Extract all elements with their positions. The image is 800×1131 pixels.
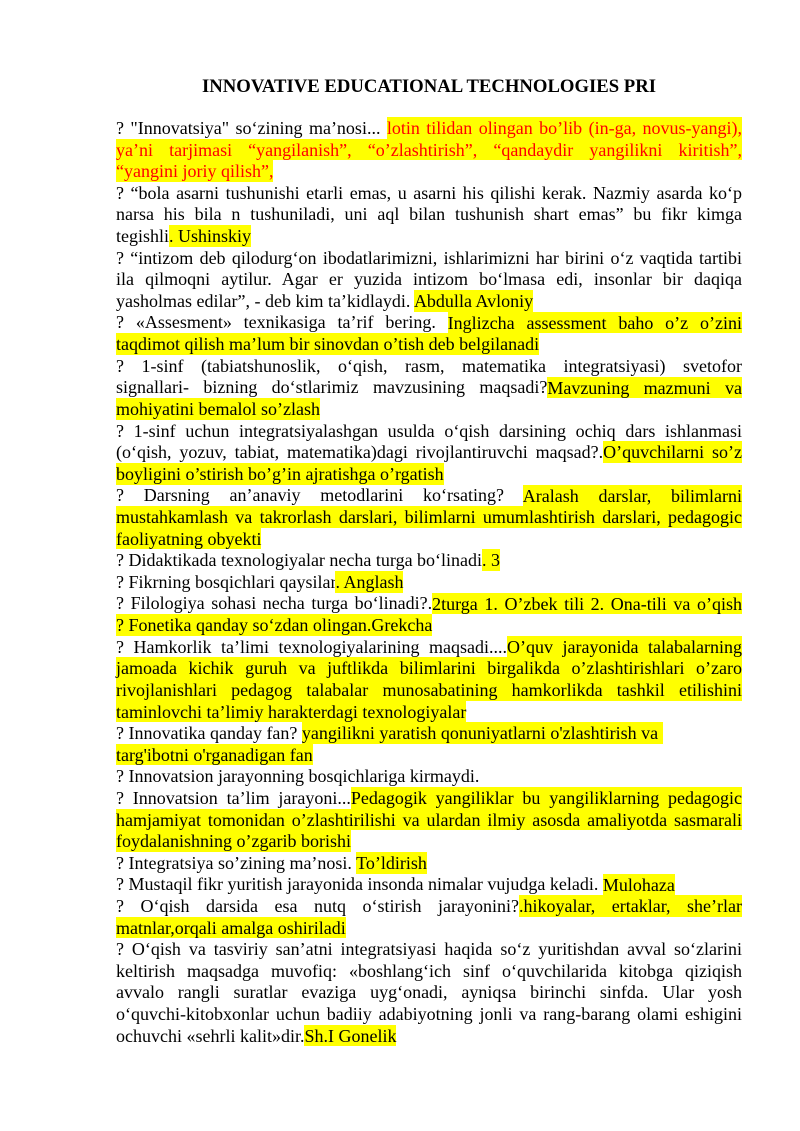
question-text: yasholmas edilar”, - deb kim ta’kidlaydi.	[116, 290, 414, 311]
question-paragraph	[116, 939, 742, 1047]
text-line	[116, 723, 742, 745]
question-paragraph	[116, 118, 742, 183]
answer-highlight: .hikoyalar, ertaklar, she’rlar	[519, 895, 742, 916]
question-paragraph	[116, 723, 742, 766]
text-line	[116, 615, 742, 637]
answer-highlight: O’quvchilarni so’z	[603, 442, 742, 463]
text-line	[116, 399, 742, 421]
answer-highlight: . 3	[482, 550, 501, 571]
question-paragraph	[116, 853, 742, 875]
question-paragraph	[116, 593, 742, 636]
text-line	[116, 1004, 742, 1026]
text-line	[116, 701, 742, 723]
answer-highlight: targ'ibotni o'rganadigan fan	[116, 744, 313, 765]
text-line	[116, 269, 742, 291]
answer-highlight-red: ya’ni tarjimasi “yangilanish”, “o’zlashtirish”, “qandaydir yangilikni kiritish”,	[116, 139, 742, 160]
text-line	[116, 421, 742, 443]
question-text: narsa his bila n tushuniladi, uni aql bilan tushunish shart emas” bu fikr kimga	[116, 204, 742, 225]
question-paragraph	[116, 788, 742, 853]
answer-highlight: . Ushinskiy	[169, 226, 252, 247]
question-paragraph	[116, 874, 742, 896]
question-text: ? Filologiya sohasi necha turga bo‘linadi?.	[116, 593, 433, 614]
answer-highlight: . Anglash	[335, 571, 404, 592]
text-line	[116, 853, 742, 875]
answer-highlight: matnlar,orqali amalga oshiriladi	[116, 917, 346, 938]
question-text: ? «Assesment» texnikasiga ta’rif bering.	[116, 312, 448, 333]
answer-highlight: Pedagogik yangiliklar bu yangiliklarning pedagogic	[350, 787, 742, 808]
question-text: keltirish maqsadga muvofiq: «boshlang‘ich sinf o‘quvchilarida kitobga qiziqish	[116, 960, 742, 981]
answer-highlight: To’ldirish	[356, 852, 427, 873]
text-line	[116, 140, 742, 162]
text-line	[116, 377, 742, 399]
question-paragraph	[116, 572, 742, 594]
question-text: ? “intizom deb qilodurg‘on ibodatlarimizni, ishlarimizni har birini o‘z vaqtida tartibi	[116, 247, 742, 268]
text-line	[116, 896, 742, 918]
question-text: ? Hamkorlik ta’limi texnologiyalarining maqsadi....	[116, 636, 508, 657]
answer-highlight: hamjamiyat tomonidan o’zlashtirilishi va ulardan ilmiy asosda amaliyotda sasmarali	[116, 809, 742, 830]
question-text: ? “bola asarni tushunishi etarli emas, u asarni his qilishi kerak. Nazmiy asarda ko‘p	[116, 182, 742, 203]
question-paragraph	[116, 312, 742, 355]
question-text: ? Fikrning bosqichlari qaysilar	[116, 571, 336, 592]
text-line	[116, 572, 742, 594]
text-line	[116, 334, 742, 356]
answer-highlight: Abdulla Avloniy	[413, 290, 534, 311]
question-paragraph	[116, 421, 742, 486]
question-paragraph	[116, 550, 742, 572]
answer-highlight-red: “yangini joriy qilish”,	[116, 161, 274, 182]
text-line	[116, 874, 742, 896]
text-line	[116, 118, 742, 140]
question-text: ? "Innovatsiya" so‘zining ma’nosi...	[116, 118, 387, 138]
answer-highlight: Mavzuning mazmuni va	[547, 377, 742, 398]
text-line	[116, 982, 742, 1004]
answer-highlight: ? Fonetika qanday so‘zdan olingan.Grekcha	[116, 615, 433, 636]
document-title: INNOVATIVE EDUCATIONAL TECHNOLOGIES PRI	[202, 76, 656, 97]
text-line	[116, 464, 742, 486]
question-text: ? Mustaqil fikr yuritish jarayonida insonda nimalar vujudga keladi.	[116, 874, 603, 895]
text-line	[116, 204, 742, 226]
answer-highlight: Sh.I Gonelik	[304, 1025, 397, 1046]
text-line	[116, 248, 742, 270]
answer-highlight: Inglizcha assessment baho o’z o’zini	[447, 312, 742, 333]
question-text: (o‘qish, yozuv, tabiat, matematika)dagi rivojlantiruvchi maqsad?.	[116, 442, 604, 463]
text-line	[116, 766, 742, 788]
answer-highlight: mustahkamlash va takrorlash darslari, bilimlarni umumlashtirish darslari, pedagogic	[116, 506, 742, 527]
question-paragraph	[116, 637, 742, 723]
text-line	[116, 312, 742, 334]
question-text: ? Didaktikada texnologiyalar necha turga bo‘linadi	[116, 550, 483, 571]
text-line	[116, 831, 742, 853]
text-line	[116, 529, 742, 551]
answer-highlight: O’quv jarayonida talabalarning	[507, 636, 742, 657]
question-paragraph	[116, 766, 742, 788]
question-paragraph	[116, 485, 742, 550]
text-line	[116, 507, 742, 529]
text-line	[116, 745, 742, 767]
text-line	[116, 961, 742, 983]
question-text: ila qilmoqni aytilur. Agar er yuzida intizom bo‘lmasa edi, insonlar bir daqiqa	[116, 269, 742, 290]
question-paragraph	[116, 356, 742, 421]
answer-highlight: yangilikni yaratish qonuniyatlarni o'zlashtirish va	[301, 723, 663, 744]
question-text: ? O‘qish darsida esa nutq o‘stirish jarayonini?	[116, 895, 519, 916]
question-text: avvalo rangli suratlar evaziga uyg‘onadi, ayniqsa birinchi sinfda. Ular yosh	[116, 982, 742, 1003]
question-text: ? Integratsiya so’zining ma’nosi.	[116, 852, 357, 873]
text-line	[116, 485, 742, 507]
question-paragraph	[116, 248, 742, 313]
question-text: ? 1-sinf (tabiatshunoslik, o‘qish, rasm, matematika integratsiyasi) svetofor	[116, 355, 742, 376]
question-text: ? Innovatsion ta’lim jarayoni...	[116, 787, 351, 808]
text-line	[116, 550, 742, 572]
text-line	[116, 939, 742, 961]
question-text: ? Innovatika qanday fan?	[116, 723, 302, 744]
text-line	[116, 161, 742, 183]
answer-highlight: taqdimot qilish ma’lum bir sinovdan o’tish deb belgilanadi	[116, 334, 540, 355]
text-line	[116, 658, 742, 680]
answer-highlight: boyligini o’stirish bo’g’in ajratishga o’rgatish	[116, 463, 444, 484]
answer-highlight: Aralash darslar, bilimlarni	[522, 485, 743, 506]
question-text: ochuvchi «sehrli kalit»dir.	[116, 1025, 305, 1046]
text-line	[116, 356, 742, 378]
answer-highlight: rivojlanishlari pedagog talabalar munosabatining hamkorlikda tashkil etilishini	[116, 679, 742, 700]
answer-highlight: foydalanishning o’zgarib borishi	[116, 831, 351, 852]
text-line	[116, 788, 742, 810]
document-body	[116, 118, 742, 1047]
question-text: ? O‘qish va tasviriy san’atni integratsiyasi haqida so‘z yuritishdan avval so‘zlarini	[116, 939, 742, 960]
question-text: signallari- bizning do‘stlarimiz mavzusining maqsadi?	[116, 377, 548, 398]
question-text: ? Darsning an’anaviy metodlarini ko‘rsating?	[116, 485, 523, 506]
answer-highlight-red: lotin tilidan olingan bo’lib (in-ga, novus-yangi),	[386, 118, 742, 138]
question-text: o‘quvchi-kitobxonlar uchun badiiy adabiyotning jonli va rang-barang olami eshigini	[116, 1003, 742, 1024]
text-line	[116, 810, 742, 832]
answer-highlight: 2turga 1. O’zbek tili 2. Ona-tili va o’qish	[432, 593, 742, 614]
answer-highlight: Mulohaza	[602, 874, 675, 895]
answer-highlight: taminlovchi ta’limiy harakterdagi texnologiyalar	[116, 701, 467, 722]
text-line	[116, 593, 742, 615]
answer-highlight: mohiyatini bemalol so’zlash	[116, 398, 320, 419]
question-paragraph	[116, 896, 742, 939]
answer-highlight: jamoada kichik guruh va juftlikda bilimlarini birgalikda o’zlashtirishlari o’zaro	[116, 658, 742, 679]
question-text: ? 1-sinf uchun integratsiyalashgan usulda o‘qish darsining ochiq dars ishlanmasi	[116, 420, 742, 441]
text-line	[116, 680, 742, 702]
question-paragraph	[116, 183, 742, 248]
text-line	[116, 226, 742, 248]
text-line	[116, 1026, 742, 1048]
question-text: tegishli	[116, 226, 169, 247]
question-text: ? Innovatsion jarayonning bosqichlariga kirmaydi.	[116, 766, 480, 787]
text-line	[116, 918, 742, 940]
text-line	[116, 291, 742, 313]
answer-highlight: faoliyatning obyekti	[116, 528, 262, 549]
text-line	[116, 637, 742, 659]
text-line	[116, 442, 742, 464]
text-line	[116, 183, 742, 205]
